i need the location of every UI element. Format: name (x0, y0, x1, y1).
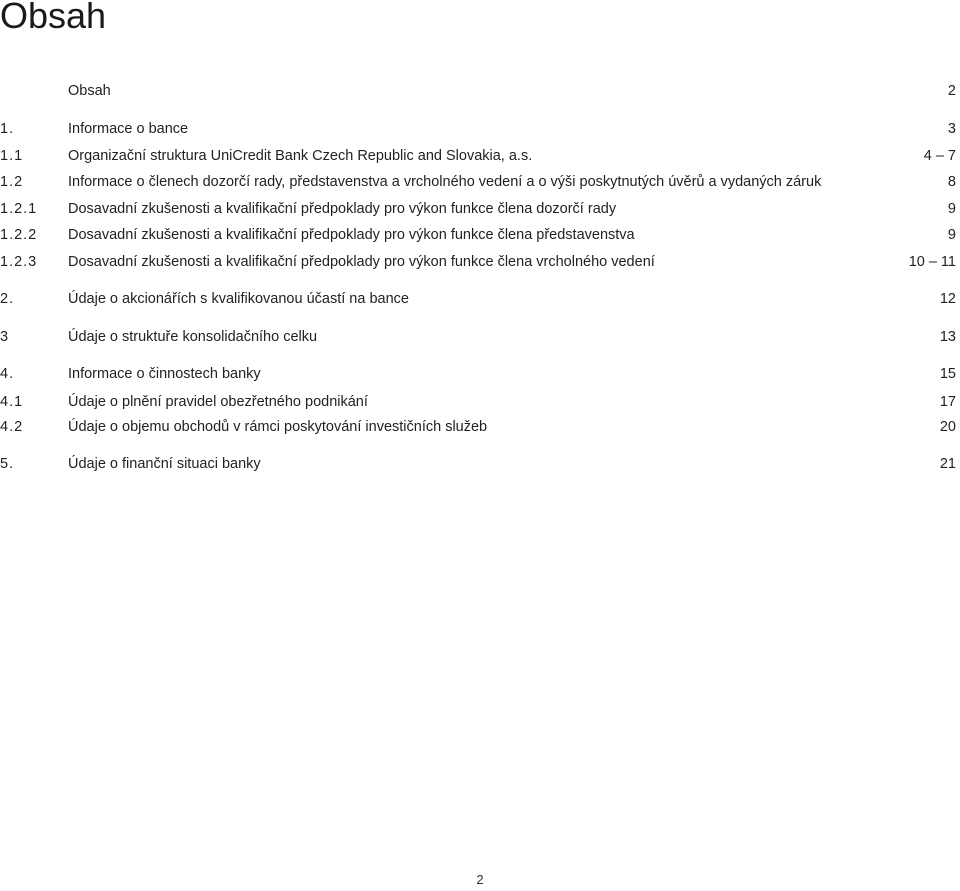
toc-entry-4-1[interactable] (0, 391, 960, 413)
toc-entry-1[interactable] (0, 118, 960, 140)
toc-entry-4[interactable] (0, 363, 960, 385)
toc-entry-1-1[interactable] (0, 145, 960, 167)
toc-entry-3[interactable] (0, 326, 960, 348)
toc-entry-title: Informace o bance (68, 121, 189, 137)
toc-entry-obsah[interactable] (0, 80, 960, 102)
toc-entry-page: 2 (947, 83, 956, 99)
toc-entry-page: 12 (939, 291, 956, 307)
toc-entry-page: 20 (939, 419, 956, 435)
toc-entry-number: 1.1 (0, 148, 24, 164)
toc-entry-number: 5. (0, 456, 15, 472)
toc-entry-number: 1. (0, 121, 15, 137)
toc-entry-title: Obsah (68, 83, 111, 99)
toc-entry-title: Údaje o plnění pravidel obezřetného podnikání (68, 394, 368, 410)
toc-entry-title: Údaje o struktuře konsolidačního celku (68, 329, 318, 345)
toc-entry-4-2[interactable] (0, 416, 960, 438)
toc-entry-1-2-2[interactable] (0, 224, 960, 246)
toc-entry-title: Dosavadní zkušenosti a kvalifikační předpoklady pro výkon funkce člena představenstva (68, 227, 635, 243)
toc-entry-page: 8 (947, 174, 956, 190)
toc-entry-page: 3 (947, 121, 956, 137)
toc-entry-title: Dosavadní zkušenosti a kvalifikační předpoklady pro výkon funkce člena dozorčí rady (68, 201, 617, 217)
toc-entry-number: 1.2.3 (0, 254, 38, 270)
toc-entry-2[interactable] (0, 288, 960, 310)
toc-entry-number: 1.2.1 (0, 201, 38, 217)
toc-entry-page: 10 – 11 (908, 254, 956, 270)
toc-entry-title: Informace o členech dozorčí rady, představenstva a vrcholného vedení a o výši poskytnutých úvěrů a vydaných záruk (68, 174, 822, 190)
toc-entry-1-2-3[interactable] (0, 251, 960, 273)
toc-entry-title: Organizační struktura UniCredit Bank Czech Republic and Slovakia, a.s. (68, 148, 533, 164)
toc-entry-page: 9 (947, 227, 956, 243)
toc-entry-number: 1.2 (0, 174, 24, 190)
toc-entry-page: 15 (939, 366, 956, 382)
toc-entry-1-2-1[interactable] (0, 198, 960, 220)
toc-entry-5[interactable] (0, 453, 960, 475)
toc-entry-number: 2. (0, 291, 15, 307)
toc-entry-title: Údaje o akcionářích s kvalifikovanou účastí na bance (68, 291, 409, 307)
toc-entry-title: Dosavadní zkušenosti a kvalifikační předpoklady pro výkon funkce člena vrcholného vedení (68, 254, 655, 270)
toc-entry-number: 4.1 (0, 394, 24, 410)
toc-entry-page: 13 (939, 329, 956, 345)
toc-entry-number: 4.2 (0, 419, 24, 435)
toc-entry-title: Informace o činnostech banky (68, 366, 261, 382)
toc-entry-page: 17 (939, 394, 956, 410)
toc-entry-number: 4. (0, 366, 15, 382)
toc-entry-page: 9 (947, 201, 956, 217)
toc-entry-number: 1.2.2 (0, 227, 38, 243)
page-number: 2 (476, 872, 484, 887)
toc-entry-page: 4 – 7 (923, 148, 956, 164)
toc-entry-number: 3 (0, 329, 10, 345)
page-title: Obsah (0, 0, 107, 36)
toc-entry-1-2[interactable] (0, 171, 960, 193)
toc-entry-title: Údaje o objemu obchodů v rámci poskytování investičních služeb (68, 419, 488, 435)
toc-entry-title: Údaje o finanční situaci banky (68, 456, 261, 472)
toc-entry-page: 21 (939, 456, 956, 472)
